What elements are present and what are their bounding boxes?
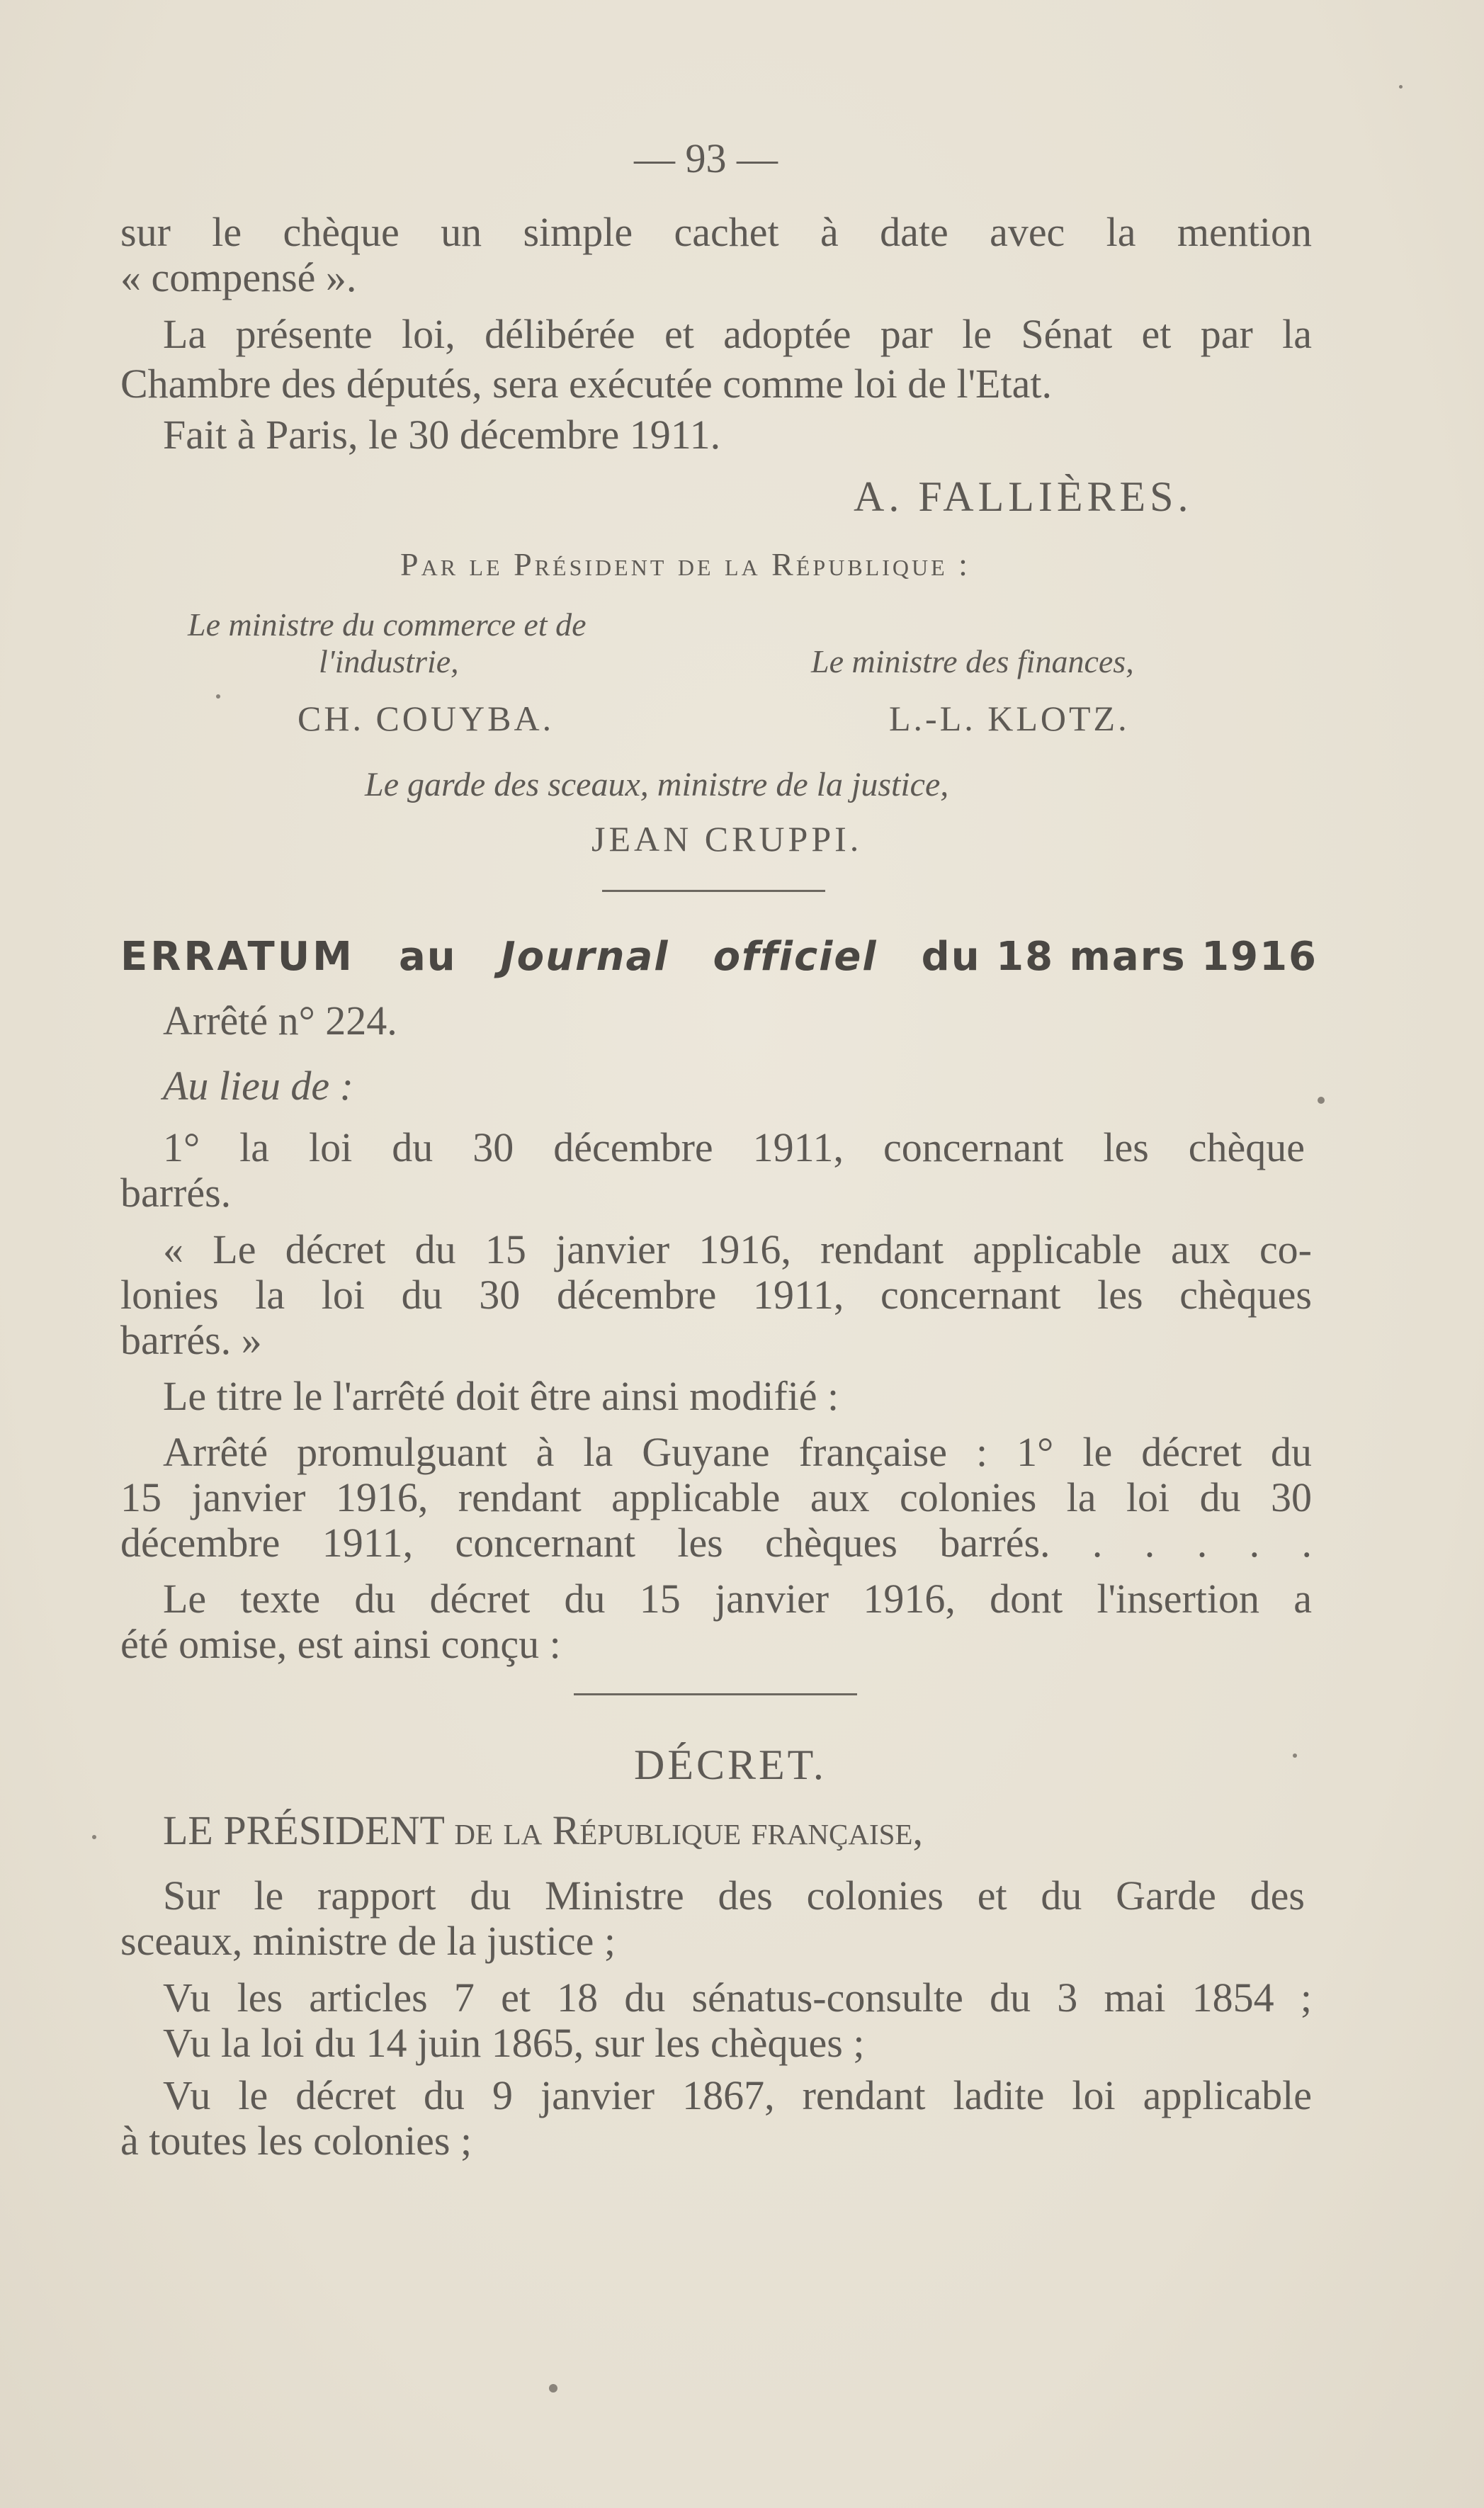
text-line: « Le décret du 15 janvier 1916, rendant applicable aux co- xyxy=(163,1226,1312,1272)
signatory-president: A. FALLIÈRES. xyxy=(854,473,1193,520)
minister-commerce-name: CH. COUYBA. xyxy=(298,699,555,738)
decret-line: LE PRÉSIDENT de la République française, xyxy=(163,1807,923,1853)
decret-line: sceaux, ministre de la justice ; xyxy=(120,1918,616,1964)
text-line: décembre 1911, concernant les chèques barrés. . . . . . xyxy=(120,1520,1312,1566)
erratum-au: au xyxy=(399,934,457,980)
decret-line: Vu les articles 7 et 18 du sénatus-consulte du 3 mai 1854 ; xyxy=(163,1975,1312,2021)
text-line: 1° la loi du 30 décembre 1911, concernant les chèque xyxy=(163,1124,1305,1170)
arrete-number: Arrêté n° 224. xyxy=(163,998,397,1044)
text-line: lonies la loi du 30 décembre 1911, concernant les chèques xyxy=(120,1272,1312,1318)
separator-rule xyxy=(602,890,825,892)
text-line: été omise, est ainsi conçu : xyxy=(120,1621,561,1667)
paper-speck xyxy=(1293,1753,1297,1758)
garde-des-sceaux-title: Le garde des sceaux, ministre de la justice, xyxy=(365,766,949,803)
decret-line: Vu le décret du 9 janvier 1867, rendant ladite loi applicable xyxy=(163,2072,1312,2118)
paper-speck xyxy=(1399,85,1403,89)
decret-line: Vu la loi du 14 juin 1865, sur les chèques ; xyxy=(163,2020,865,2066)
paper-speck xyxy=(216,694,220,699)
minister-commerce-title: Le ministre du commerce et de xyxy=(188,606,587,643)
text-line: 15 janvier 1916, rendant applicable aux colonies la loi du 30 xyxy=(120,1474,1312,1520)
text-line: barrés. » xyxy=(120,1317,262,1363)
text-line: Chambre des députés, sera exécutée comme loi de l'Etat. xyxy=(120,361,1052,407)
minister-finances-title: Le ministre des finances, xyxy=(811,643,1134,679)
text-line: Le titre le l'arrêté doit être ainsi modifié : xyxy=(163,1373,839,1419)
text-line: barrés. xyxy=(120,1170,232,1216)
erratum-heading xyxy=(120,934,1318,980)
garde-des-sceaux-name: JEAN CRUPPI. xyxy=(591,819,863,859)
text-line: Arrêté promulguant à la Guyane française : 1° le décret du xyxy=(163,1429,1312,1475)
paper-speck xyxy=(549,2384,557,2393)
paper-speck xyxy=(92,1835,96,1839)
erratum-officiel: officiel xyxy=(713,934,878,980)
minister-commerce-title-cont: l'industrie, xyxy=(319,643,459,679)
decret-line: à toutes les colonies ; xyxy=(120,2118,472,2164)
erratum-rest: du 18 mars 1916 xyxy=(921,934,1318,980)
text-line: sur le chèque un simple cachet à date avec la mention xyxy=(120,209,1312,255)
minister-finances-name: L.-L. KLOTZ. xyxy=(889,699,1130,738)
par-le-president: Par le Président de la République : xyxy=(400,546,970,582)
text-line: « compensé ». xyxy=(120,254,357,300)
erratum-word: ERRATUM xyxy=(120,934,355,980)
au-lieu-de: Au lieu de : xyxy=(163,1063,353,1109)
decret-title: DÉCRET. xyxy=(634,1741,827,1788)
separator-rule xyxy=(574,1693,857,1695)
page-number: — 93 — xyxy=(634,135,778,181)
paper-speck xyxy=(1318,1097,1325,1104)
decret-line: Sur le rapport du Ministre des colonies et du Garde des xyxy=(163,1872,1305,1919)
erratum-journal: Journal xyxy=(500,934,669,980)
text-line: Le texte du décret du 15 janvier 1916, dont l'insertion a xyxy=(163,1576,1312,1622)
text-line: La présente loi, délibérée et adoptée par le Sénat et par la xyxy=(163,311,1312,357)
date-line: Fait à Paris, le 30 décembre 1911. xyxy=(163,412,721,458)
